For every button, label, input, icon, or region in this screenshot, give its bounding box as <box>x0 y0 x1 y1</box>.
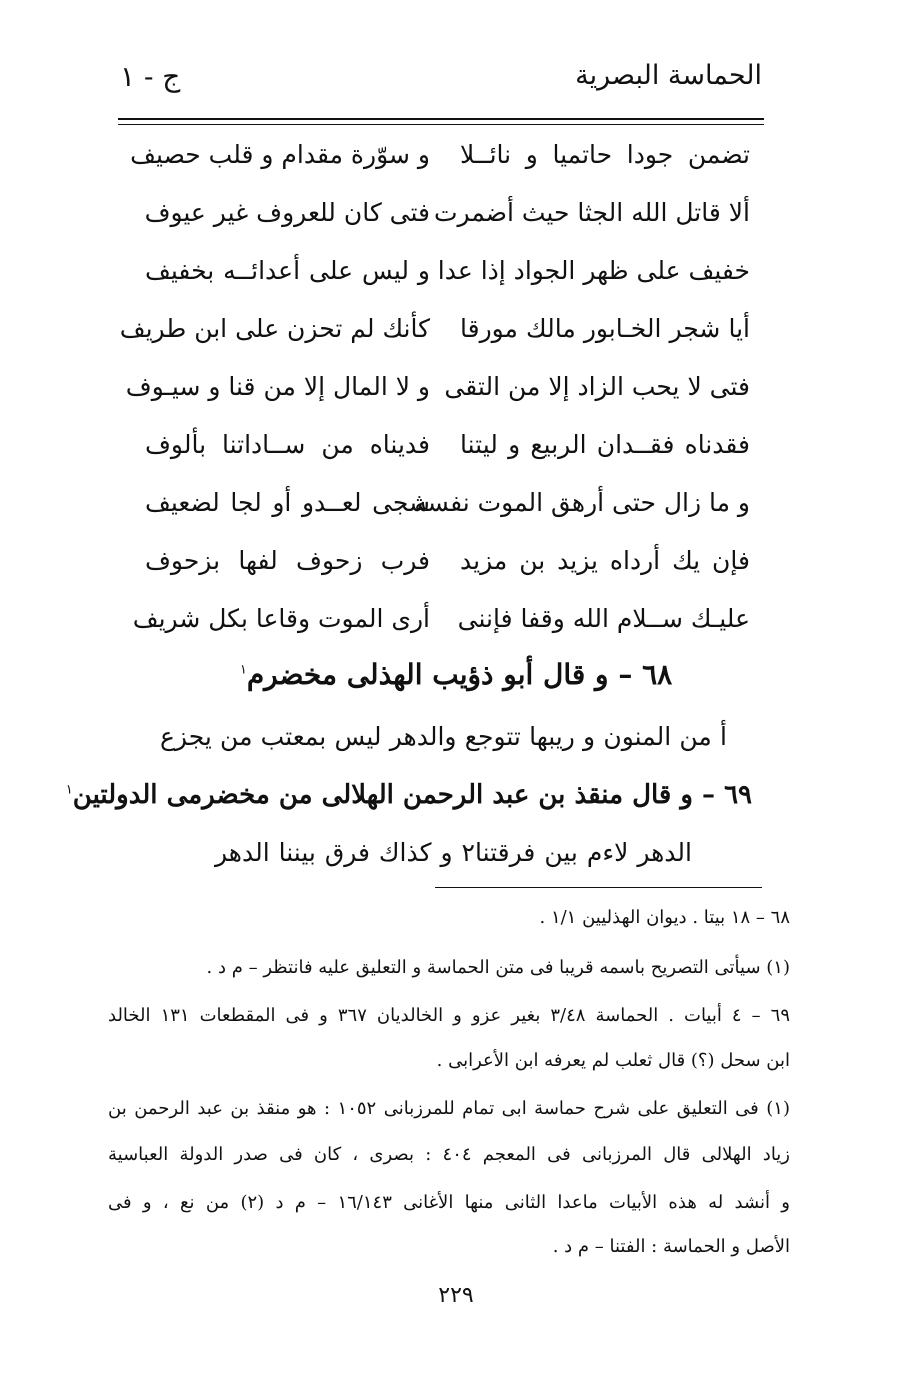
footnote-line: (١) سيأتى التصريح باسمه قريبا فى متن الحماسة و التعليق عليه فانتظر – م د . <box>206 957 790 978</box>
verse-line <box>145 256 750 306</box>
verse-second-hemistich: و ليس على أعدائــه بخفيف <box>145 256 430 285</box>
verse-line <box>132 604 750 654</box>
verse-first-hemistich: أيا شجر الخـابور مالك مورقا <box>460 314 750 343</box>
footnote-line: زياد الهلالى قال المرزبانى فى المعجم ٤٠٤ : بصرى ، كان فى صدر الدولة العباسية <box>108 1144 790 1165</box>
footnote-line: ٦٨ – ١٨ بيتا . ديوان الهذليين ١/١ . <box>539 907 790 928</box>
footnote-line: ابن سحل (؟) قال ثعلب لم يعرفه ابن الأعرابى . <box>436 1050 790 1071</box>
page-number: ٢٢٩ <box>438 1283 474 1308</box>
verse-second-hemistich: شجى لعــدو أو لجا لضعيف <box>145 488 430 517</box>
header-rule-thick <box>118 118 764 120</box>
verse-line <box>125 372 750 422</box>
footnote-mark: ١ <box>65 782 73 798</box>
verse-line <box>145 198 750 248</box>
verse-first-hemistich: فإن يك أرداه يزيد بن مزيد <box>460 546 750 575</box>
verse-line-69: الدهر لاءم بين فرقتنا٢ و كذاك فرق بيننا الدهر <box>215 838 692 867</box>
footnote-line: الأصل و الحماسة : الفتنا – م د . <box>552 1236 790 1257</box>
verse-first-hemistich: ألا قاتل الله الجثا حيث أضمرت <box>433 198 750 227</box>
book-title: الحماسة البصرية <box>575 60 762 91</box>
verse-second-hemistich: و لا المال إلا من قنا و سيـوف <box>125 372 430 401</box>
footnote-line: و أنشد له هذه الأبيات ماعدا الثانى منها الأغانى ١٦/١٤٣ – م د (٢) من نع ، و فى <box>108 1192 790 1213</box>
verse-line-68: أ من المنون و ريبها تتوجع والدهر ليس بمعتب من يجزع <box>160 722 727 751</box>
verse-first-hemistich: عليـك ســلام الله وقفا فإننى <box>457 604 750 633</box>
verse-line <box>145 546 750 596</box>
volume-number: ج - ١ <box>120 60 181 93</box>
verse-second-hemistich: فتى كان للعروف غير عيوف <box>144 198 430 227</box>
page-header <box>120 60 762 100</box>
poem-heading-68 <box>150 658 762 691</box>
footnote-mark: ١ <box>239 662 247 678</box>
poem-heading-69 <box>65 780 752 810</box>
heading-text: ٦٩ – و قال منقذ بن عبد الرحمن الهلالى من مخضرمى الدولتين <box>72 780 752 810</box>
verse-second-hemistich: فديناه من ســاداتنا بألوف <box>145 430 430 459</box>
verse-line <box>145 488 750 538</box>
header-rule-thin <box>118 124 764 125</box>
verse-first-hemistich: فتى لا يحب الزاد إلا من التقى <box>444 372 750 401</box>
verse-second-hemistich: و سوّرة مقدام و قلب حصيف <box>130 140 430 169</box>
verse-second-hemistich: كأنك لم تحزن على ابن طريف <box>119 314 430 343</box>
verse-line <box>130 140 750 190</box>
verse-first-hemistich: خفيف على ظهر الجواد إذا عدا <box>437 256 750 285</box>
verse-line <box>145 430 750 480</box>
verse-line <box>119 314 750 364</box>
verse-second-hemistich: أرى الموت وقاعا بكل شريف <box>132 604 430 633</box>
heading-text: ٦٨ – و قال أبو ذؤيب الهذلى مخضرم <box>246 658 673 691</box>
footnote-rule <box>435 887 762 888</box>
footnote-line: (١) فى التعليق على شرح حماسة ابى تمام للمرزبانى ١٠٥٢ : هو منقذ بن عبد الرحمن بن <box>108 1098 790 1119</box>
verse-second-hemistich: فرب زحوف لفها بزحوف <box>145 546 430 575</box>
verse-first-hemistich: فقدناه فقــدان الربيع و ليتنا <box>460 430 750 459</box>
footnote-line: ٦٩ – ٤ أبيات . الحماسة ٣/٤٨ بغير عزو و الخالديان ٣٦٧ و فى المقطعات ١٣١ الخالد <box>108 1005 790 1026</box>
verse-first-hemistich: تضمن جودا حاتميا و نائــلا <box>460 140 750 169</box>
verse-first-hemistich: و ما زال حتى أرهق الموت نفسه <box>414 488 750 517</box>
